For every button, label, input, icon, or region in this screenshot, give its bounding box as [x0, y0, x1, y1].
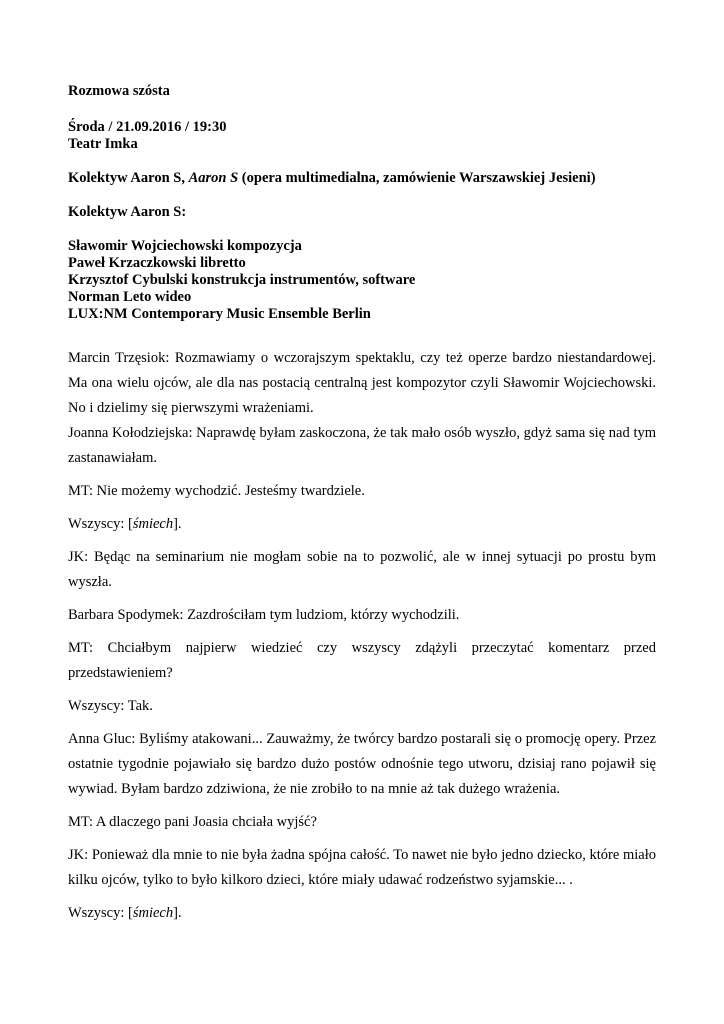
- work-description: (opera multimedialna, zamówienie Warszawskiej Jesieni): [238, 170, 596, 186]
- work-title-italic: Aaron S: [188, 170, 239, 186]
- dialogue-paragraph: Joanna Kołodziejska: Naprawdę byłam zaskoczona, że tak mało osób wyszło, gdyż sama się nad tym zastanawiałam.: [68, 425, 656, 466]
- work-title-line: [68, 170, 656, 187]
- dialogue-paragraph: MT: Nie możemy wychodzić. Jesteśmy twardziele.: [68, 483, 365, 499]
- dialogue-paragraph: MT: Chciałbym najpierw wiedzieć czy wszyscy zdążyli przeczytać komentarz przed przedstawieniem?: [68, 640, 656, 681]
- collective-label: Kolektyw Aaron S:: [68, 204, 187, 220]
- dialogue-transcript: [68, 346, 656, 926]
- dialogue-suffix: ].: [173, 516, 182, 532]
- event-datetime: Środa / 21.09.2016 / 19:30: [68, 119, 227, 135]
- collective-member: Sławomir Wojciechowski kompozycja: [68, 238, 302, 254]
- document-body: [68, 83, 656, 926]
- dialogue-suffix: ].: [173, 905, 182, 921]
- dialogue-paragraph: [68, 512, 656, 537]
- collective-members-list: [68, 238, 656, 323]
- work-authors: Kolektyw Aaron S,: [68, 170, 189, 186]
- dialogue-prefix: Wszyscy: [: [68, 516, 133, 532]
- dialogue-paragraph: Barbara Spodymek: Zazdrościłam tym ludziom, którzy wychodzili.: [68, 607, 460, 623]
- collective-member: LUX:NM Contemporary Music Ensemble Berlin: [68, 306, 371, 322]
- dialogue-paragraph: Anna Gluc: Byliśmy atakowani... Zauważmy, że twórcy bardzo postarali się o promocję opery. Przez ostatnie tygodnie pojawiało się bardzo dużo postów odnośnie tego utworu, dzisiaj rano pojawił się wywiad. Byłam bardzo zdziwiona, że nie zrobiło to na mnie aż tak dużego wrażenia.: [68, 731, 656, 797]
- dialogue-paragraph: JK: Ponieważ dla mnie to nie była żadna spójna całość. To nawet nie było jedno dziecko, które miało kilku ojców, tylko to było kilkoro dzieci, które miały udawać rodzeństwo syjamskie... .: [68, 847, 656, 888]
- dialogue-italic: śmiech: [132, 516, 174, 532]
- dialogue-paragraph: Wszyscy: Tak.: [68, 698, 153, 714]
- collective-member: Paweł Krzaczkowski libretto: [68, 255, 246, 271]
- collective-member: Krzysztof Cybulski konstrukcja instrumentów, software: [68, 272, 416, 288]
- dialogue-italic: śmiech: [132, 905, 174, 921]
- dialogue-paragraph: MT: A dlaczego pani Joasia chciała wyjść?: [68, 814, 317, 830]
- collective-member: Norman Leto wideo: [68, 289, 192, 305]
- dialogue-paragraph: Marcin Trzęsiok: Rozmawiamy o wczorajszym spektaklu, czy też operze bardzo niestandardowej. Ma ona wielu ojców, ale dla nas postacią centralną jest kompozytor czyli Sławomir Wojciechowski. No i dzielimy się pierwszymi wrażeniami.: [68, 350, 656, 416]
- document-title: Rozmowa szósta: [68, 83, 170, 99]
- dialogue-prefix: Wszyscy: [: [68, 905, 133, 921]
- event-venue: Teatr Imka: [68, 136, 138, 152]
- dialogue-paragraph: [68, 901, 656, 926]
- dialogue-paragraph: JK: Będąc na seminarium nie mogłam sobie na to pozwolić, ale w innej sytuacji po prostu bym wyszła.: [68, 549, 656, 590]
